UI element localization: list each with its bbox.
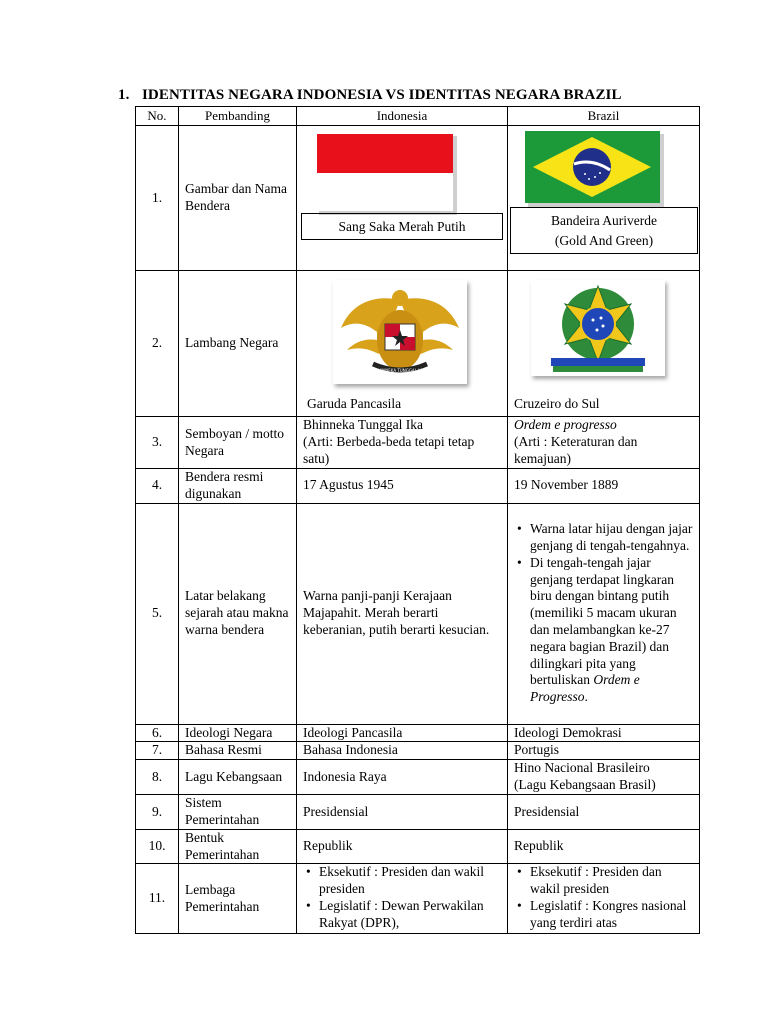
table-row	[136, 469, 700, 504]
motto-brazil: Ordem e progresso	[514, 417, 617, 433]
motto-indonesia: Bhinneka Tunggal Ika	[303, 417, 423, 433]
indonesia-institutions-list	[303, 864, 501, 931]
indonesia-flag-name: Sang Saka Merah Putih	[301, 213, 503, 240]
row-pembanding: Lembaga Pemerintahan	[179, 864, 297, 934]
row-number: 5.	[136, 503, 179, 724]
header-brazil: Brazil	[508, 107, 700, 126]
indonesia-flag-image	[317, 134, 457, 216]
row-number: 3.	[136, 417, 179, 469]
indonesia-emblem-name: Garuda Pancasila	[307, 395, 402, 411]
row-number: 1.	[136, 126, 179, 271]
row-pembanding: Bendera resmi digunakan	[179, 469, 297, 504]
table-row	[136, 724, 700, 742]
row-number: 6.	[136, 724, 179, 742]
row-pembanding: Lambang Negara	[179, 271, 297, 417]
header-no: No.	[136, 107, 179, 126]
row-pembanding: Semboyan / motto Negara	[179, 417, 297, 469]
heading-title: IDENTITAS NEGARA INDONESIA VS IDENTITAS NEGARA BRAZIL	[142, 87, 622, 103]
row-brazil	[508, 503, 700, 724]
row-brazil	[508, 760, 700, 795]
row-pembanding: Ideologi Negara	[179, 724, 297, 742]
table-row	[136, 417, 700, 469]
brazil-flag-cell	[508, 126, 700, 271]
header-pembanding: Pembanding	[179, 107, 297, 126]
row-brazil: Republik	[508, 829, 700, 864]
row-brazil: Presidensial	[508, 795, 700, 830]
list-item: • Legislatif : Dewan Perwakilan Rakyat (DPR),	[319, 898, 501, 932]
indonesia-emblem-cell	[297, 271, 508, 417]
motto-indonesia-meaning: (Arti: Berbeda-beda tetapi tetap satu)	[303, 434, 475, 466]
indonesia-flag-cell	[297, 126, 508, 271]
document-heading	[118, 87, 622, 104]
brazil-flag-meaning-list	[514, 521, 693, 706]
row-indonesia	[297, 864, 508, 934]
row-pembanding: Bahasa Resmi	[179, 742, 297, 760]
row-indonesia: Indonesia Raya	[297, 760, 508, 795]
table-row	[136, 126, 700, 271]
row-indonesia: Bahasa Indonesia	[297, 742, 508, 760]
row-number: 11.	[136, 864, 179, 934]
list-item: • Eksekutif : Presiden dan wakil presiden	[319, 864, 501, 898]
brazil-emblem-name: Cruzeiro do Sul	[514, 395, 600, 411]
anthem-brazil-translation: (Lagu Kebangsaan Brasil)	[514, 777, 656, 793]
cruzeiro-do-sul-emblem	[531, 280, 665, 376]
row-brazil	[508, 417, 700, 469]
garuda-pancasila-emblem	[333, 280, 467, 384]
row-pembanding: Bentuk Pemerintahan	[179, 829, 297, 864]
row-brazil: Ideologi Demokrasi	[508, 724, 700, 742]
header-indonesia: Indonesia	[297, 107, 508, 126]
table-row	[136, 795, 700, 830]
row-brazil	[508, 864, 700, 934]
row-pembanding: Lagu Kebangsaan	[179, 760, 297, 795]
brazil-flag-name	[510, 207, 698, 254]
row-indonesia: Warna panji-panji Kerajaan Majapahit. Merah berarti keberanian, putih berarti kesucian.	[297, 503, 508, 724]
row-number: 8.	[136, 760, 179, 795]
row-indonesia: Presidensial	[297, 795, 508, 830]
list-item: • Di tengah-tengah jajar genjang terdapat lingkaran biru dengan bintang putih (memiliki 5 macam ukuran dan melambangkan ke-27 negara bagian Brazil) dan dilingkari pita yang bertuliskan Ordem e Progresso.	[530, 555, 693, 706]
table-row	[136, 864, 700, 934]
svg-text:BHINNEKA TUNGGAL IKA: BHINNEKA TUNGGAL IKA	[375, 367, 425, 373]
list-item: • Legislatif : Kongres nasional yang terdiri atas	[530, 898, 693, 932]
row-pembanding: Latar belakang sejarah atau makna warna bendera	[179, 503, 297, 724]
brazil-flag-image	[525, 131, 665, 207]
list-item: • Warna latar hijau dengan jajar genjang di tengah-tengahnya.	[530, 521, 693, 555]
table-row	[136, 503, 700, 724]
row-pembanding: Gambar dan Nama Bendera	[179, 126, 297, 271]
row-number: 7.	[136, 742, 179, 760]
brazil-emblem-cell	[508, 271, 700, 417]
comparison-table	[135, 106, 700, 934]
table-row	[136, 829, 700, 864]
row-brazil: 19 November 1889	[508, 469, 700, 504]
heading-number: 1.	[118, 87, 130, 103]
row-number: 10.	[136, 829, 179, 864]
table-header-row	[136, 107, 700, 126]
row-number: 4.	[136, 469, 179, 504]
row-brazil: Portugis	[508, 742, 700, 760]
anthem-brazil: Hino Nacional Brasileiro	[514, 760, 650, 776]
brazil-flag-name-line2: (Gold And Green)	[554, 233, 654, 248]
table-row	[136, 742, 700, 760]
row-indonesia	[297, 417, 508, 469]
row-indonesia: Ideologi Pancasila	[297, 724, 508, 742]
row-indonesia: Republik	[297, 829, 508, 864]
brazil-flag-name-line1: Bandeira Auriverde	[550, 213, 658, 228]
table-row	[136, 271, 700, 417]
brazil-institutions-list	[514, 864, 693, 931]
list-item: • Eksekutif : Presiden dan wakil presiden	[530, 864, 693, 898]
row-number: 2.	[136, 271, 179, 417]
row-indonesia: 17 Agustus 1945	[297, 469, 508, 504]
row-pembanding: Sistem Pemerintahan	[179, 795, 297, 830]
row-number: 9.	[136, 795, 179, 830]
motto-brazil-meaning: (Arti : Keteraturan dan kemajuan)	[514, 434, 638, 466]
table-row	[136, 760, 700, 795]
